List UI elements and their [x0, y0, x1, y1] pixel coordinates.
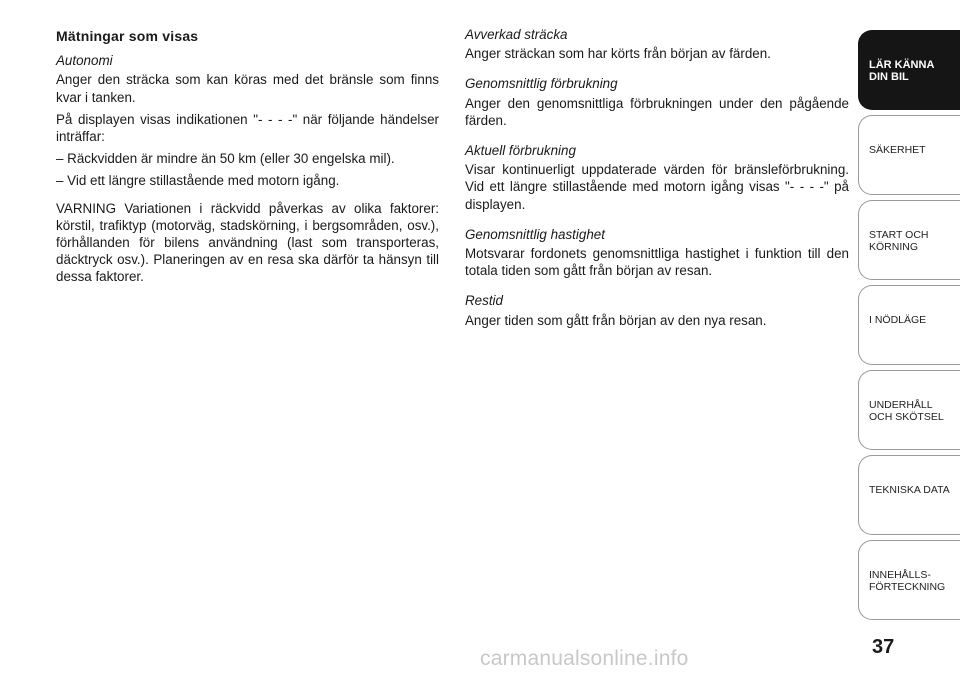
text-current-consumption: Visar kontinuerligt uppdaterade värden för bränsleförbrukning. Vid ett längre stillastående med motorn igång visas "- - - -" på displayen.	[465, 162, 849, 212]
tab-underhall-och-skotsel[interactable]	[858, 370, 960, 450]
subheading-autonomi: Autonomi	[56, 53, 113, 69]
right-column	[465, 26, 849, 342]
subheading-avg-speed: Genomsnittlig hastighet	[465, 226, 605, 242]
subheading-travel-time: Restid	[465, 293, 503, 309]
tab-label: SÄKERHET	[869, 144, 926, 156]
tab-label: KÖRNING	[869, 241, 919, 253]
tab-i-nodlage[interactable]	[858, 285, 960, 365]
paragraph-display-indication: På displayen visas indikationen "- - - -" när följande händelser inträffar:	[56, 111, 439, 145]
paragraph-range: Anger den sträcka som kan köras med det bränsle som finns kvar i tanken.	[56, 72, 439, 105]
bullet-idle: – Vid ett längre stillastående med motorn igång.	[56, 173, 340, 189]
section-avg-consumption	[465, 75, 849, 129]
subheading-current-consumption: Aktuell förbrukning	[465, 143, 576, 159]
tab-label: LÄR KÄNNA	[869, 59, 935, 71]
tab-label: START OCH	[869, 229, 929, 241]
section-travel-time	[465, 292, 849, 328]
text-distance: Anger sträckan som har körts från början av färden.	[465, 46, 771, 62]
tab-start-och-korning[interactable]	[858, 200, 960, 280]
watermark: carmanualsonline.info	[480, 647, 689, 670]
left-column	[56, 26, 439, 291]
subheading-distance: Avverkad sträcka	[465, 27, 568, 42]
tab-label: OCH SKÖTSEL	[869, 411, 944, 423]
tab-label: INNEHÅLLS-	[869, 569, 931, 581]
text-travel-time: Anger tiden som gått från början av den nya resan.	[465, 312, 767, 328]
tab-label: I NÖDLÄGE	[869, 314, 927, 326]
warning-paragraph: VARNING Variationen i räckvidd påverkas av olika faktorer: körstil, trafiktyp (motorväg, stadskörning, i bergsområden, osv.), förhållanden för bilens användning (last som transporteras, däcktryck osv.). Planeringen av en resa ska därför ta hänsyn till dessa faktorer.	[56, 200, 439, 285]
bullet-range-low: – Räckvidden är mindre än 50 km (eller 30 engelska mil).	[56, 151, 395, 167]
tab-innehallsforteckning[interactable]	[858, 540, 960, 620]
tab-label: TEKNISKA DATA	[869, 484, 950, 496]
page-number: 37	[872, 636, 895, 658]
section-distance	[465, 26, 849, 62]
section-avg-speed	[465, 226, 849, 280]
tab-tekniska-data[interactable]	[858, 455, 960, 535]
tab-lar-kanna-din-bil[interactable]	[858, 30, 960, 110]
section-heading: Mätningar som visas	[56, 28, 199, 44]
tab-label: UNDERHÅLL	[869, 399, 933, 411]
tab-label: DIN BIL	[869, 71, 909, 83]
tab-label: FÖRTECKNING	[869, 581, 946, 593]
subheading-avg-consumption: Genomsnittlig förbrukning	[465, 76, 618, 92]
text-avg-consumption: Anger den genomsnittliga förbrukningen under den pågående färden.	[465, 95, 849, 128]
chapter-sidebar	[858, 30, 960, 625]
tab-sakerhet[interactable]	[858, 115, 960, 195]
text-avg-speed: Motsvarar fordonets genomsnittliga hastighet i funktion till den totala tiden som gått från början av resan.	[465, 246, 849, 279]
section-current-consumption	[465, 142, 849, 213]
